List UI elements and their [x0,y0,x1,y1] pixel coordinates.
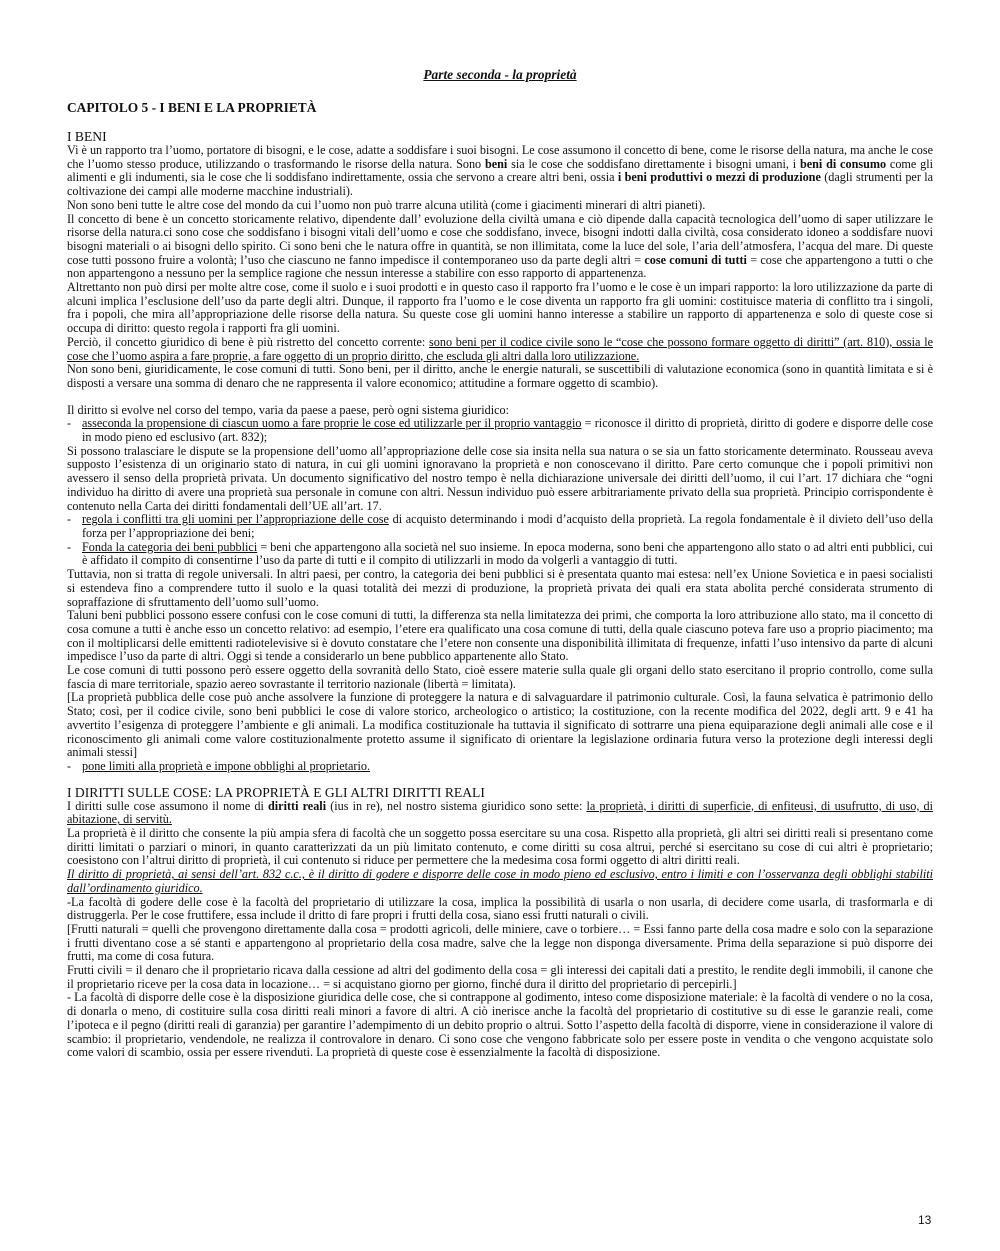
paragraph-energie-naturali: Non sono beni, giuridicamente, le cose comuni di tutti. Sono beni, per il diritto, anche le energie naturali, se suscettibili di valutazione economica (sono in quantità limitata e si è disposti a versare una somma di denaro che ne rappresenta il valore economico; attitudine a formare oggetto di scambio). [67,362,933,390]
list-limiti [67,760,933,774]
paragraph-beni-pubblici-etere: Taluni beni pubblici possono essere confusi con le cose comuni di tutti, la differenza sta nella limitatezza dei primi, che comporta la loro attribuzione allo stato, ma il concetto di cosa comune a tutti è anche esso un concetto relativo: ad esempio, l’etere era qualificato una cosa comune di tutti, della quale ciascuno poteva fare uso a proprio piacimento; ma con il moltiplicarsi delle emittenti radiotelevisive si è dovuto constatare che l’etere non consente una disponibilità illimitata di frequenze, infatti l’uso intensivo da parte di alcuni impedisce l’uso da parte di altri. Oggi si tende a considerarlo un bene pubblico appartenente allo Stato. [67,608,933,664]
paragraph-diritti-reali: I diritti sulle cose assumono il nome di diritti reali (ius in re), nel nostro sistema giuridico sono sette: la proprietà, i diritti di superficie, di enfiteusi, di usufrutto, di uso, di abitazione, di servitù. [67,798,933,827]
list-item: - regola i conflitti tra gli uomini per l’appropriazione delle cose di acquisto determinando i modi d’acquisto della proprietà. La regola fondamentale è il divieto dell’uso della forza per l’appropriazione dei beni; [67,513,933,540]
part-title: Parte seconda - la proprietà [423,67,577,82]
paragraph-non-beni: Non sono beni tutte le altre cose del mondo da cui l’uomo non può trarre alcuna utilità (come i giacimenti minerari di altri pianeti). [67,197,706,212]
document-page [67,66,933,1060]
paragraph-frutti-civili: Frutti civili = il denaro che il proprietario ricava dalla cessione ad altri del godimento della cosa = gli interessi dei capitali dati a prestito, le rendite degli immobili, il canone che il proprietario riceve per la cosa data in locazione… = si acquistano giorno per giorno, finché dura il diritto del proprietario di percepirli.] [67,963,933,991]
paragraph-beni-definition: Vi è un rapporto tra l’uomo, portatore di bisogni, e le cose, adatte a soddisfare i suoi bisogni. Le cose assumono il concetto di bene, come le risorse della natura, ma anche le cose che l’uomo stesso produce, utilizzando o trasformando le risorse della natura. Sono beni sia le cose che soddisfano direttamente i bisogni umani, i beni di consumo come gli alimenti e gli indumenti, sia le cose che li soddisfano indirettamente, ossia che servono a creare altri beni, ossia i beni produttivi o mezzi di produzione (dagli strumenti per la coltivazione dei campi alle moderne macchine industriali). [67,143,934,199]
paragraph-frutti-naturali: [Frutti naturali = quelli che provengono direttamente dalla cosa = prodotti agricoli, delle miniere, cave o torbiere… = Essi fanno parte della cosa madre e solo con la separazione i frutti diventano cose a sé stanti e appartengono al proprietario della cosa madre, salve che la legge non disponga diversamente. Prima della separazione si può disporre dei frutti, ma come di cosa futura. [67,921,933,964]
paragraph-concetto-bene: Il concetto di bene è un concetto storicamente relativo, dipendente dall’ evoluzione della civiltà umana e ciò dipende dalla capacità tecnologica dell’uomo di saper utilizzare le risorse della natura.ci sono cose che soddisfano i bisogni vitali dell’uomo e cose che soddisfano, invece, bisogni indotti dalla civiltà, cosa considerato idoneo a soddisfare nuovi bisogni materiali o ai bisogni dello spirito. Ci sono beni che le natura offre in quantità, se non illimitata, come la luce del sole, l’aria dell’atmosfera, l’acqua del mare. Di queste cose tutti possono fruire a volontà; l’uso che ciascuno ne fanno impedisce il contemporaneo uso da parte degli altri = cose comuni di tutti = cose che appartengono a tutti o che non appartengono a nessuno per la semplice ragione che nessun interesse a stabilire con esso rapporto di appartenenza. [67,211,933,281]
paragraph-art-832: Il diritto di proprietà, ai sensi dell’art. 832 c.c., è il diritto di godere e disporre delle cose in modo pieno ed esclusivo, entro i limiti e con l’osservanza degli obblighi stabiliti dall’ordinamento giuridico. [67,867,933,895]
section-title-beni: I BENI [67,129,107,144]
paragraph-rousseau: Si possono tralasciare le dispute se la propensione dell’uomo all’appropriazione delle cose sia insita nella sua natura o se sia un fatto storicamente determinato. Rousseau aveva supposto l’esistenza di un originario stato di natura, in cui gli uomini ignoravano la proprietà e non conoscevano il diritto. Pare certo comunque che i popoli primitivi non avessero il senso della proprietà privata. Un documento significativo del nostro tempo è nella dichiarazione universale dei diritti dell’uomo, il cui l’art. 17 dichiara che “ogni individuo ha diritto di avere una proprietà sua personale in comune con altri. Nessun individuo può essere arbitrariamente privato della sua proprietà. Principio corrispondente è contenuto nella Carta dei diritti fondamentali dell’UE all’art. 17. [67,443,933,513]
list-item: - pone limiti alla proprietà e impone obblighi al proprietario. [67,760,933,774]
list-item: - Fonda la categoria dei beni pubblici = beni che appartengono alla società nel suo insieme. In epoca moderna, sono beni che appartengono allo stato o ad altri enti pubblici, cui è affidato il compito di consentirne l’uso da parte di tutti e il compito di utilizzarli in modo da volgerli a vantaggio di tutti. [67,541,933,568]
list-regole [67,513,933,568]
paragraph-sistema-giuridico: Il diritto si evolve nel corso del tempo, varia da paese a paese, però ogni sistema giuridico: [67,402,509,417]
paragraph-sovranita-stato: Le cose comuni di tutti possono però essere oggetto della sovranità dello Stato, cioè essere materie sulla quale gli organi dello stato esercitano il proprio controllo, come sulla fascia di mare territoriale, spazio aereo sovrastante il territorio nazionale (libertà = limitata). [67,663,933,691]
paragraph-proprieta-pubblica: [La proprietà pubblica delle cose può anche assolvere la funzione di proteggere la natura e di salvaguardare il patrimonio culturale. Così, la fauna selvatica è patrimonio dello Stato; così, per il codice civile, sono beni pubblici le cose di valore storico, archeologico o artistico; la costituzione, con la recente modifica del 2022, degli artt. 9 e 41 ha avvertito l’esigenza di proteggere l’ambiente e gli animali. La modifica costituzionale ha tuttavia il significato di sottrarre una piena equiparazione degli animali alle cose e il riconoscimento gli animali come valore costituzionalmente protetto assume il significato di orientare la legislazione ordinaria futura verso la protezione degli interessi degli animali stessi] [67,690,933,760]
paragraph-proprieta-ampia: La proprietà è il diritto che consente la più ampia sfera di facoltà che un soggetto possa esercitare su una cosa. Rispetto alla proprietà, gli altri sei diritti reali si presentano come diritti limitati o parziari o minori, in quanto caratterizzati da un più limitato contenuto, e come diritti su cosa altrui, perché si esercitano su cose di cui altri è proprietario; coesistono con l’altrui diritto di proprietà, il cui contenuto si riduce per permettere che la medesima cosa formi oggetto di altri diritti reali. [67,826,933,868]
paragraph-rapporto-uomini: Altrettanto non può dirsi per molte altre cose, come il suolo e i suoi prodotti e in questo caso il rapporto fra l’uomo e le cose è un impari rapporto: la loro utilizzazione da parte di alcuni implica l’esclusione dell’uso da parte degli altri. Dunque, il rapporto fra l’uomo e le cose diventa un rapporto fra gli uomini: costituisce materia di conflitto tra i singoli, fra i popoli, che mira all’appropriazione delle risorse della natura. Su queste cose gli uomini hanno interesse a stabilire un rapporto di appartenenza e solo di queste cose si occupa di diritto: questo regola i rapporti fra gli uomini. [67,280,933,336]
paragraph-facolta-godere: -La facoltà di godere delle cose è la facoltà del proprietario di utilizzare la cosa, implica la possibilità di usarla o non usarla, di decidere come usarla, di trasformarla e di distruggerla. Per le cose fruttifere, essa include il dritto di fare propri i frutti della cosa, siano essi frutti naturali o civili. [67,894,933,923]
list-sistema-giuridico [67,417,933,444]
page-number: 13 [918,1213,932,1227]
paragraph-regole-non-universali: Tuttavia, non si tratta di regole universali. In altri paesi, per contro, la categoria dei beni pubblici si è presentata quanto mai estesa: nell’ex Unione Sovietica e in paesi socialisti si estendeva fino a comprendere tutto il suolo e la quasi totalità dei mezzi di produzione, la proprietà privata dei quali era stata abolita perché considerata strumento di sopraffazione di sfruttamento dell’uomo sull’uomo. [67,567,933,609]
section-title-diritti-reali: I DIRITTI SULLE COSE: LA PROPRIETÀ E GLI ALTRI DIRITTI REALI [67,784,485,800]
list-item: - asseconda la propensione di ciascun uomo a fare proprie le cose ed utilizzarle per il proprio vantaggio = riconosce il diritto di proprietà, diritto di godere e disporre delle cose in modo pieno ed esclusivo (art. 832); [67,417,933,444]
paragraph-concetto-giuridico: Perciò, il concetto giuridico di bene è più ristretto del concetto corrente: sono beni per il codice civile sono le “cose che possono formare oggetto di diritti” (art. 810), ossia le cose che l’uomo aspira a fare proprie, a fare oggetto di un proprio diritto, che escluda gli altri dalla loro utilizzazione. [67,334,934,363]
chapter-title: CAPITOLO 5 - I BENI E LA PROPRIETÀ [67,100,317,115]
paragraph-facolta-disporre: - La facoltà di disporre delle cose è la disposizione giuridica delle cose, che si contrappone al godimento, inteso come disposizione materiale: è la facoltà di vendere o no la cosa, di donarla o meno, di costituire sulla cosa diritti reali minori a favore di altri. A ciò inerisce anche la facoltà del proprietario di costitutive su di esse le garanzie reali, come l’ipoteca e il pegno (diritti reali di garanzia) per garantire l’adempimento di un debito proprio o altrui. Sotto l’aspetto della facoltà di disporre, viene in considerazione il valore di scambio: il proprietario, vendendole, ne realizza il controvalore in denaro. Ci sono cose che vengono fabbricate solo per essere poste in vendita o che vengono acquistate solo come valori di scambio, ossia per essere rivenduti. La proprietà di queste cose è essenzialmente la facoltà di disposizione. [67,990,933,1060]
